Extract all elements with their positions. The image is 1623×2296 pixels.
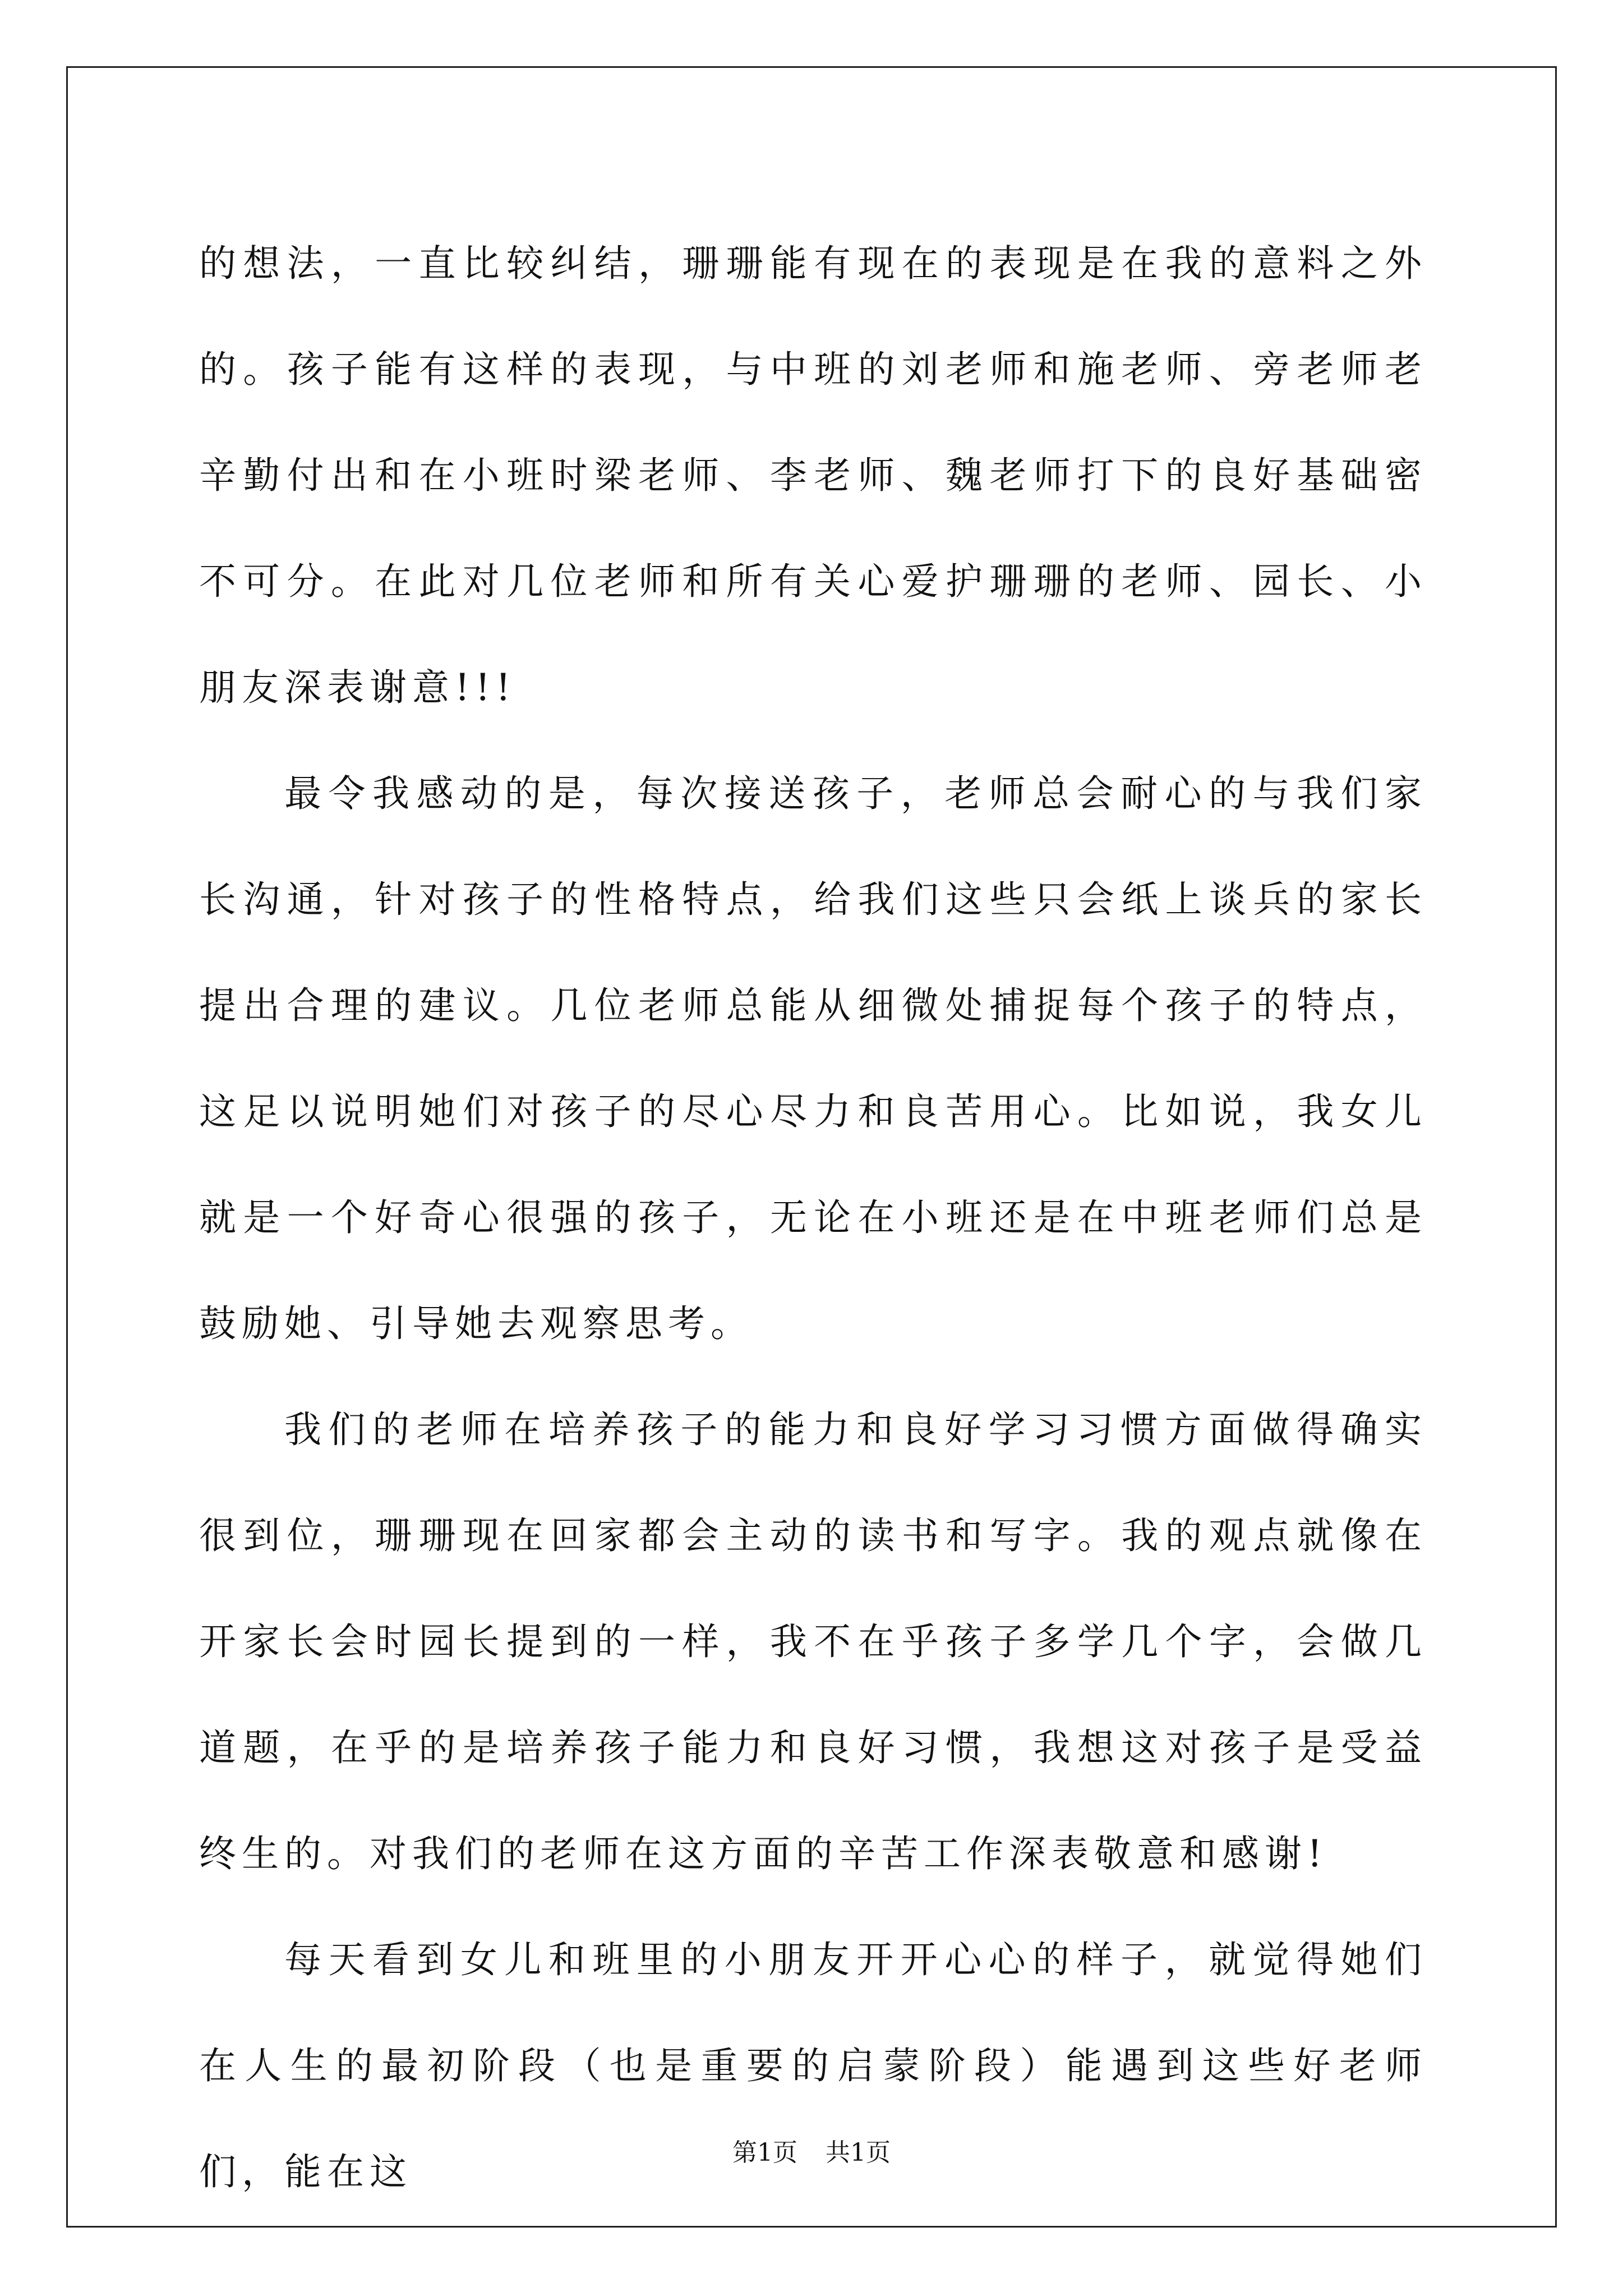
paragraph-3: 我们的老师在培养孩子的能力和良好学习习惯方面做得确实很到位，珊珊现在回家都会主动的读书和写字。我的观点就像在开家长会时园长提到的一样，我不在乎孩子多学几个字，会做几道题，在乎的是培养孩子能力和良好习惯，我想这对孩子是受益终生的。对我们的老师在这方面的辛苦工作深表敬意和感谢!: [199, 1408, 1427, 1875]
page-total: 共1页: [826, 2138, 891, 2167]
page-footer: [0, 2136, 1623, 2170]
page-number: 第1页: [732, 2138, 797, 2167]
paragraph-4: 每天看到女儿和班里的小朋友开开心心的样子，就觉得她们在人生的最初阶段（也是重要的启蒙阶段）能遇到这些好老师们，能在这: [199, 1938, 1427, 2193]
paragraph-2: 最令我感动的是，每次接送孩子，老师总会耐心的与我们家长沟通，针对孩子的性格特点，给我们这些只会纸上谈兵的家长提出合理的建议。几位老师总能从细微处捕捉每个孩子的特点，这足以说明她们对孩子的尽心尽力和良苦用心。比如说，我女儿就是一个好奇心很强的孩子，无论在小班还是在中班老师们总是鼓励她、引导她去观察思考。: [199, 772, 1427, 1345]
paragraph-1: 的想法，一直比较纠结，珊珊能有现在的表现是在我的意料之外的。孩子能有这样的表现，与中班的刘老师和施老师、旁老师老辛勤付出和在小班时梁老师、李老师、魏老师打下的良好基础密不可分。在此对几位老师和所有关心爱护珊珊的老师、园长、小朋友深表谢意!!!: [199, 242, 1427, 709]
document-body: [199, 210, 1427, 2225]
